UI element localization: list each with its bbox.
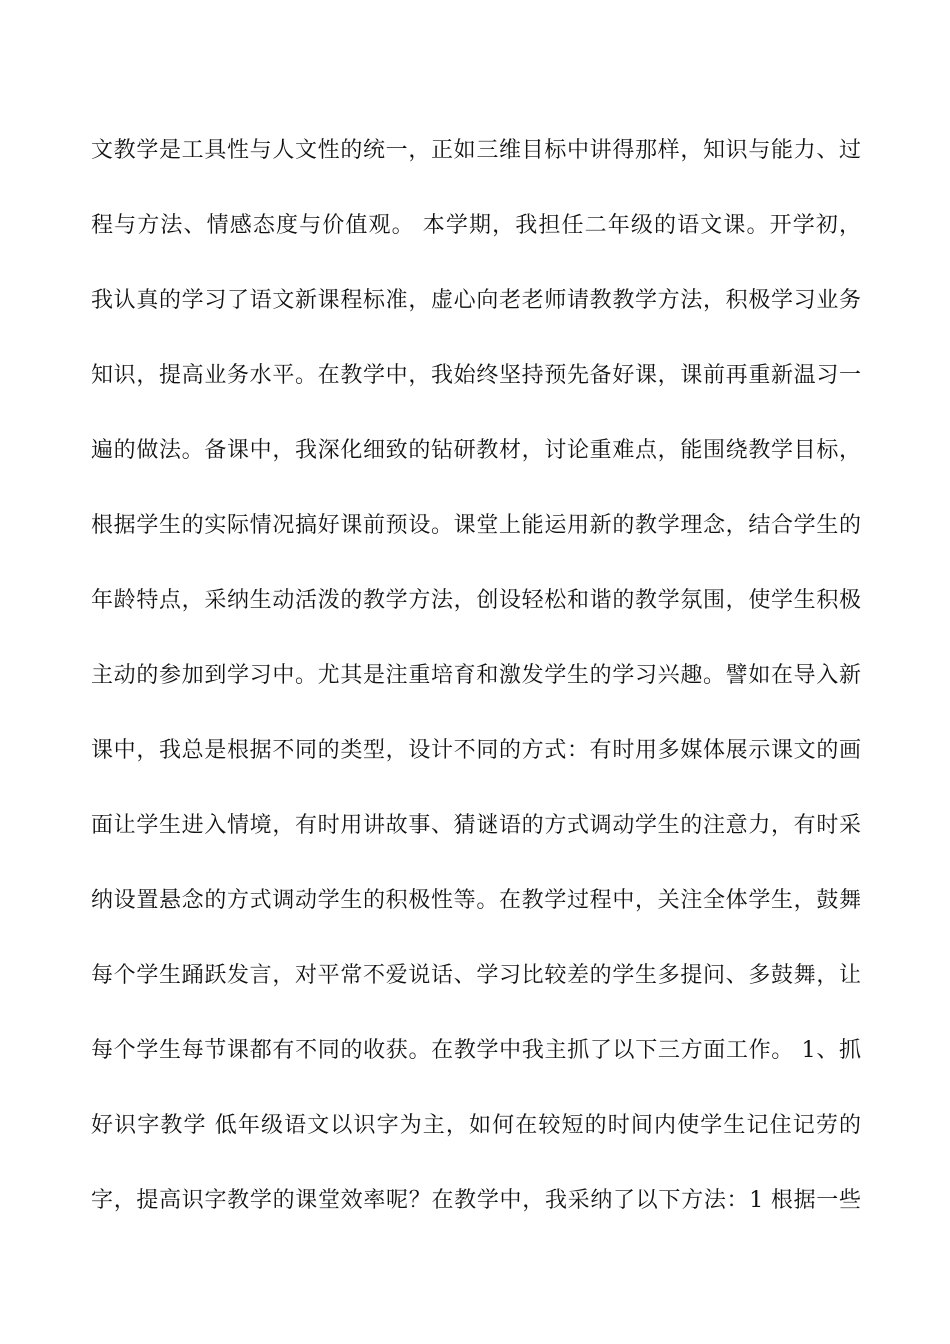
text-line: 程与方法、情感态度与价值观。 本学期，我担任二年级的语文课。开学初， xyxy=(91,213,861,238)
text-line: 好识字教学 低年级语文以识字为主，如何在较短的时间内使学生记住记劳的 xyxy=(91,1113,861,1138)
text-line: 纳设置悬念的方式调动学生的积极性等。在教学过程中，关注全体学生，鼓舞 xyxy=(91,888,861,913)
text-line: 文教学是工具性与人文性的统一，正如三维目标中讲得那样，知识与能力、过 xyxy=(91,138,861,163)
text-line: 遍的做法。备课中，我深化细致的钻研教材，讨论重难点，能围绕教学目标， xyxy=(91,438,861,463)
text-line: 每个学生每节课都有不同的收获。在教学中我主抓了以下三方面工作。 1、抓 xyxy=(91,1038,861,1063)
text-line: 面让学生进入情境，有时用讲故事、猜谜语的方式调动学生的注意力，有时采 xyxy=(91,813,861,838)
text-line: 字，提高识字教学的课堂效率呢？在教学中，我采纳了以下方法：1 根据一些 xyxy=(91,1188,861,1213)
text-line: 根据学生的实际情况搞好课前预设。课堂上能运用新的教学理念，结合学生的 xyxy=(91,513,861,538)
text-line: 我认真的学习了语文新课程标准，虚心向老老师请教教学方法，积极学习业务 xyxy=(91,288,861,313)
text-line: 知识，提高业务水平。在教学中，我始终坚持预先备好课，课前再重新温习一 xyxy=(91,363,861,388)
text-line: 每个学生踊跃发言，对平常不爱说话、学习比较差的学生多提问、多鼓舞，让 xyxy=(91,963,861,988)
text-line: 主动的参加到学习中。尤其是注重培育和激发学生的学习兴趣。譬如在导入新 xyxy=(91,663,861,688)
body-text xyxy=(91,128,861,1253)
text-line: 年龄特点，采纳生动活泼的教学方法，创设轻松和谐的教学氛围，使学生积极 xyxy=(91,588,861,613)
text-line: 课中，我总是根据不同的类型，设计不同的方式：有时用多媒体展示课文的画 xyxy=(91,738,861,763)
